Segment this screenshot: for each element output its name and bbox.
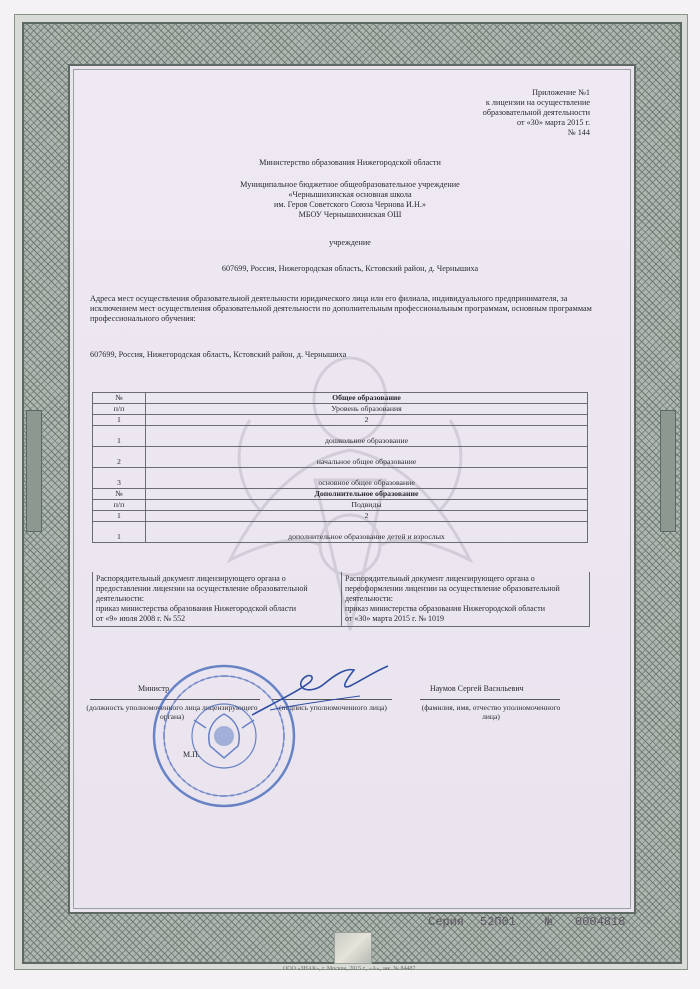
row-subtype: дополнительное образование детей и взрослых <box>146 522 588 543</box>
index-cell: 1 <box>93 415 146 426</box>
reissue-document-title: Распорядительный документ лицензирующего органа о переоформлении лицензии на осуществление образовательной деятельности: <box>345 574 560 603</box>
general-education-title: Общее образование <box>146 393 588 404</box>
series-label: Серия <box>428 915 465 929</box>
name-caption: (фамилия, имя, отчество уполномоченного лица) <box>421 703 561 721</box>
additional-education-title: Дополнительное образование <box>146 489 588 500</box>
education-levels-table <box>92 392 588 543</box>
number-value: 0004818 <box>575 915 626 929</box>
reissue-document-order: приказ министерства образования Нижегородской области <box>345 604 546 613</box>
row-number: 3 <box>93 468 146 489</box>
name-line <box>420 699 560 700</box>
frame-side-ornament-left <box>26 410 42 532</box>
index-cell: 1 <box>93 511 146 522</box>
table-header-row <box>93 393 588 404</box>
table-header-row <box>93 404 588 415</box>
row-number: 1 <box>93 426 146 447</box>
header-num-sub: п/п <box>93 404 146 415</box>
index-cell: 2 <box>146 511 588 522</box>
stamp-place-mark: М.П. <box>183 750 200 759</box>
organization-type: учреждение <box>329 238 371 247</box>
position-caption: (должность уполномоченного лица лицензирующего органа) <box>86 703 258 721</box>
organization-line: «Чернышихинская основная школа <box>288 190 412 199</box>
grant-document-date: от «9» июля 2008 г. № 552 <box>96 614 186 623</box>
organization-line: им. Героя Советского Союза Чернова И.Н.» <box>273 200 427 209</box>
reissue-document-date: от «30» марта 2015 г. № 1019 <box>345 614 444 623</box>
header-num: № <box>93 393 146 404</box>
organization-address: 607699, Россия, Нижегородская область, Кстовский район, д. Чернышиха <box>221 264 479 273</box>
grant-document-title: Распорядительный документ лицензирующего органа о предоставлении лицензии на осуществление образовательной деятельности: <box>96 574 308 603</box>
row-number: 2 <box>93 447 146 468</box>
additional-sub-header: Подвиды <box>146 500 588 511</box>
licensing-documents <box>92 572 590 627</box>
table-row <box>93 468 588 489</box>
series-value: 52П01 <box>480 915 517 929</box>
number-label: № <box>545 915 553 929</box>
row-level: основное общее образование <box>146 468 588 489</box>
activity-places-intro: Адреса мест осуществления образовательной деятельности юридического лица или его филиала, индивидуального предпринимателя, за исключением мест осуществления образовательной деятельности по дополнительным профессиональным программам, основным программам профессионального обучения: <box>90 294 592 323</box>
row-level: дошкольное образование <box>146 426 588 447</box>
index-cell: 2 <box>146 415 588 426</box>
table-header-row <box>93 500 588 511</box>
official-position: Министр <box>138 684 170 693</box>
official-name: Наумов Сергей Васильевич <box>430 684 524 693</box>
activity-place-address: 607699, Россия, Нижегородская область, Кстовский район, д. Чернышиха <box>90 350 347 359</box>
signature-caption: (подпись уполномоченного лица) <box>279 703 387 712</box>
appendix-line: к лицензии на осуществление <box>485 98 590 107</box>
organization-line: МБОУ Чернышихинская ОШ <box>298 210 402 219</box>
ministry-name: Министерство образования Нижегородской области <box>259 158 441 167</box>
table-row <box>93 447 588 468</box>
header-num: № <box>93 489 146 500</box>
frame-side-ornament-right <box>660 410 676 532</box>
grant-document <box>93 572 341 626</box>
organization-name <box>150 180 550 220</box>
row-number: 1 <box>93 522 146 543</box>
header-num-sub: п/п <box>93 500 146 511</box>
table-index-row <box>93 511 588 522</box>
appendix-block <box>420 88 590 138</box>
general-level-header: Уровень образования <box>146 404 588 415</box>
appendix-line: Приложение №1 <box>532 88 590 97</box>
reissue-document <box>341 572 589 626</box>
appendix-line: от «30» марта 2015 г. <box>516 118 590 127</box>
table-row <box>93 426 588 447</box>
table-row <box>93 522 588 543</box>
printer-note: ООО «ЗНАК», г. Москва, 2015 г., «А», зак. № 84487. <box>282 966 418 972</box>
hologram-sticker <box>334 932 372 964</box>
grant-document-order: приказ министерства образования Нижегородской области <box>96 604 297 613</box>
appendix-line: № 144 <box>567 128 590 137</box>
table-header-row <box>93 489 588 500</box>
appendix-line: образовательной деятельности <box>482 108 590 117</box>
handwritten-signature <box>250 660 390 720</box>
row-level: начальное общее образование <box>146 447 588 468</box>
table-index-row <box>93 415 588 426</box>
organization-line: Муниципальное бюджетное общеобразовательное учреждение <box>240 180 460 189</box>
